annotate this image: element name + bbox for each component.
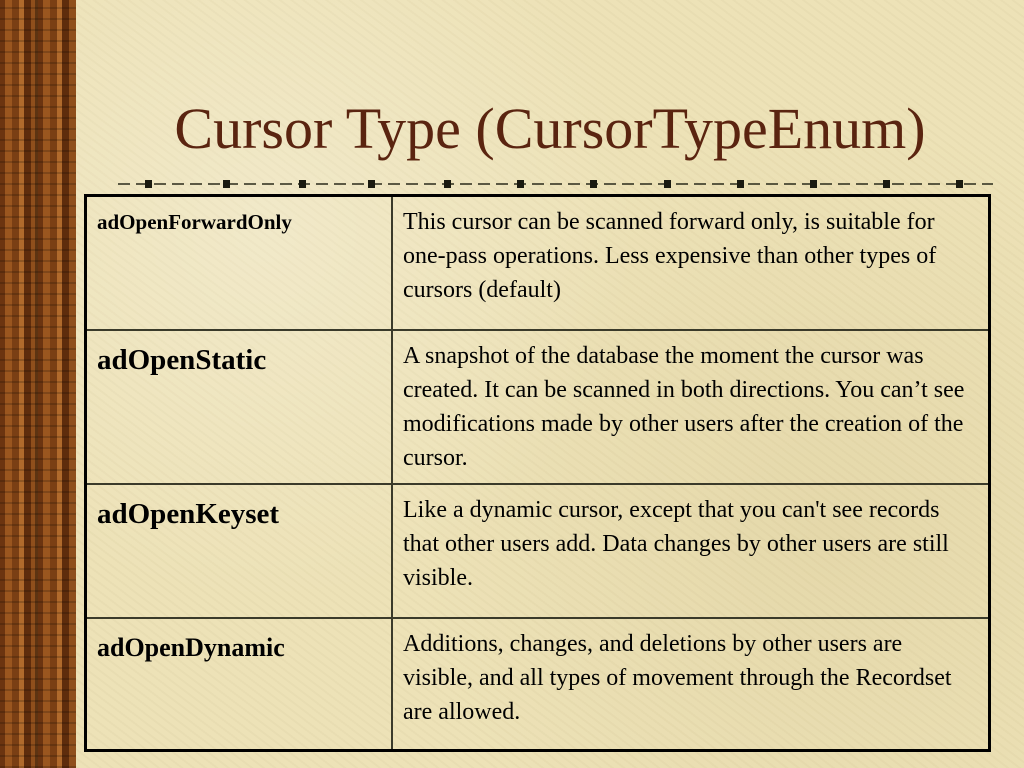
cursor-name-cell: adOpenDynamic	[86, 618, 393, 751]
table-row	[86, 330, 990, 484]
table-row	[86, 196, 990, 331]
wood-border	[0, 0, 76, 768]
cursor-type-table	[84, 194, 991, 752]
cursor-description-cell: Like a dynamic cursor, except that you can't see records that other users add. Data changes by other users are still visible.	[392, 484, 990, 618]
cursor-name-cell: adOpenKeyset	[86, 484, 393, 618]
cursor-description-cell: Additions, changes, and deletions by other users are visible, and all types of movement through the Recordset are allowed.	[392, 618, 990, 751]
slide-title: Cursor Type (CursorTypeEnum)	[174, 96, 926, 161]
cursor-description-cell: This cursor can be scanned forward only, is suitable for one-pass operations. Less expensive than other types of cursors (default)	[392, 196, 990, 331]
decorative-divider	[118, 176, 993, 192]
cursor-description-cell: A snapshot of the database the moment the cursor was created. It can be scanned in both directions. You can’t see modifications made by other users after the creation of the cursor.	[392, 330, 990, 484]
cursor-name-cell: adOpenForwardOnly	[86, 196, 393, 331]
table-row	[86, 618, 990, 751]
table-row	[86, 484, 990, 618]
cursor-name-cell: adOpenStatic	[86, 330, 393, 484]
